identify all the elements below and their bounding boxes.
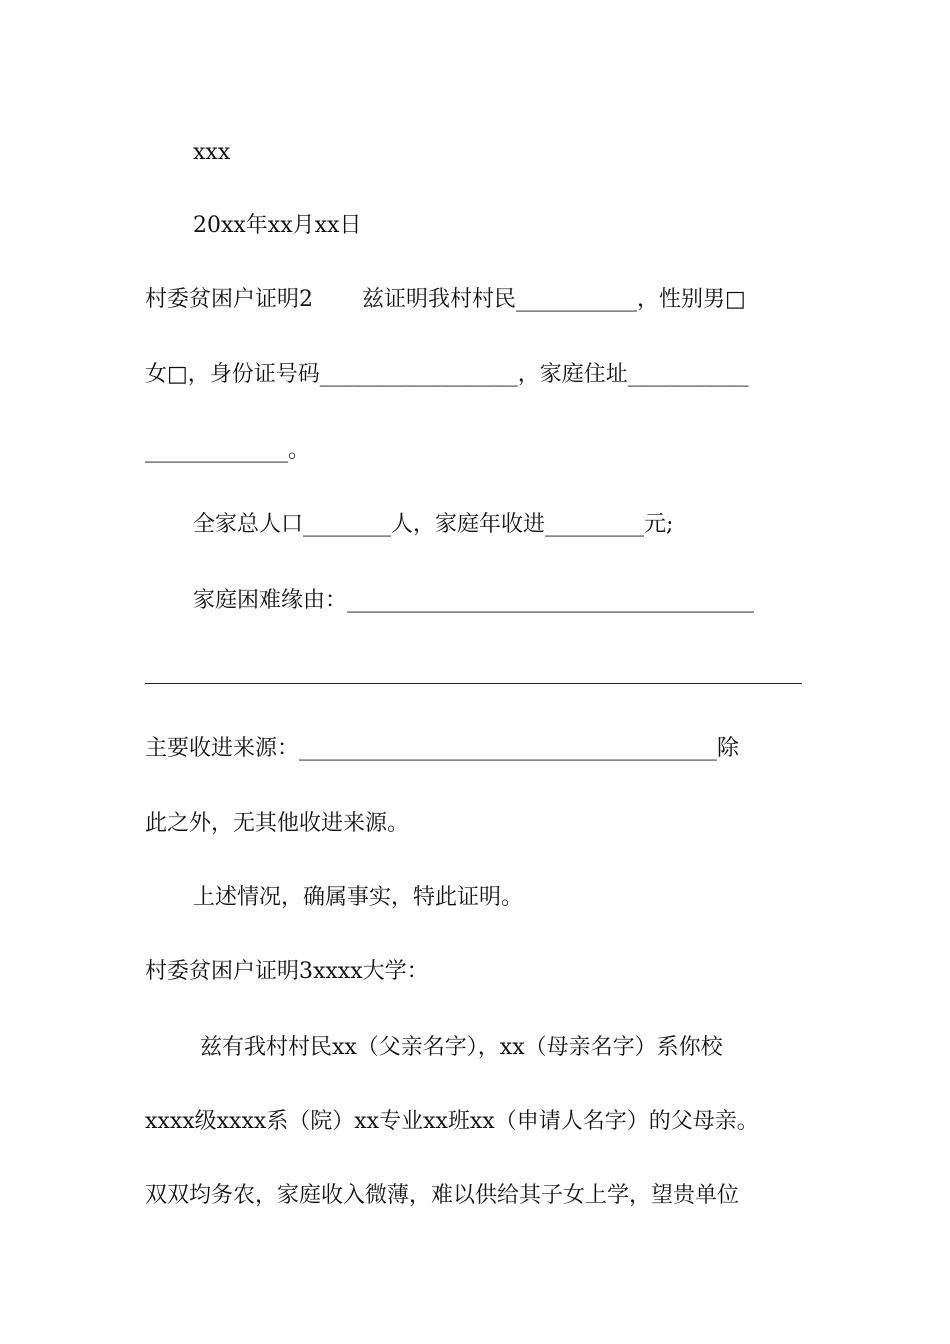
section-heading: 村委贫困户证明3xxxx大学： <box>145 959 429 984</box>
signature-name: xxx <box>193 140 231 165</box>
paragraph-line: 主要收进来源：______________________________________除 <box>145 736 740 761</box>
paragraph-line: xxxx级xxxx系（院）xx专业xx班xx（申请人名字）的父母亲。 <box>145 1109 759 1134</box>
paragraph-line: 此之外，无其他收进来源。 <box>145 811 410 836</box>
paragraph-line: 上述情况，确属事实，特此证明。 <box>193 885 524 910</box>
paragraph-line: _____________。 <box>145 438 311 463</box>
paragraph-line: 全家总人口________人，家庭年收进_________元; <box>193 512 674 537</box>
blank-fill-line <box>145 683 802 684</box>
paragraph-line: 家庭困难缘由：_____________________________________ <box>193 588 755 613</box>
paragraph-line: 兹有我村村民xx（父亲名字），xx（母亲名字）系你校 <box>193 1035 723 1060</box>
paragraph-line: 双双均务农，家庭收入微薄，难以供给其子女上学，望贵单位 <box>145 1183 740 1208</box>
paragraph-line: 女□，身份证号码__________________，家庭住址___________ <box>145 362 749 387</box>
signature-date: 20xx年xx月xx日 <box>193 213 362 238</box>
paragraph-line: 村委贫困户证明2 兹证明我村村民___________，性别男□ <box>145 287 746 312</box>
